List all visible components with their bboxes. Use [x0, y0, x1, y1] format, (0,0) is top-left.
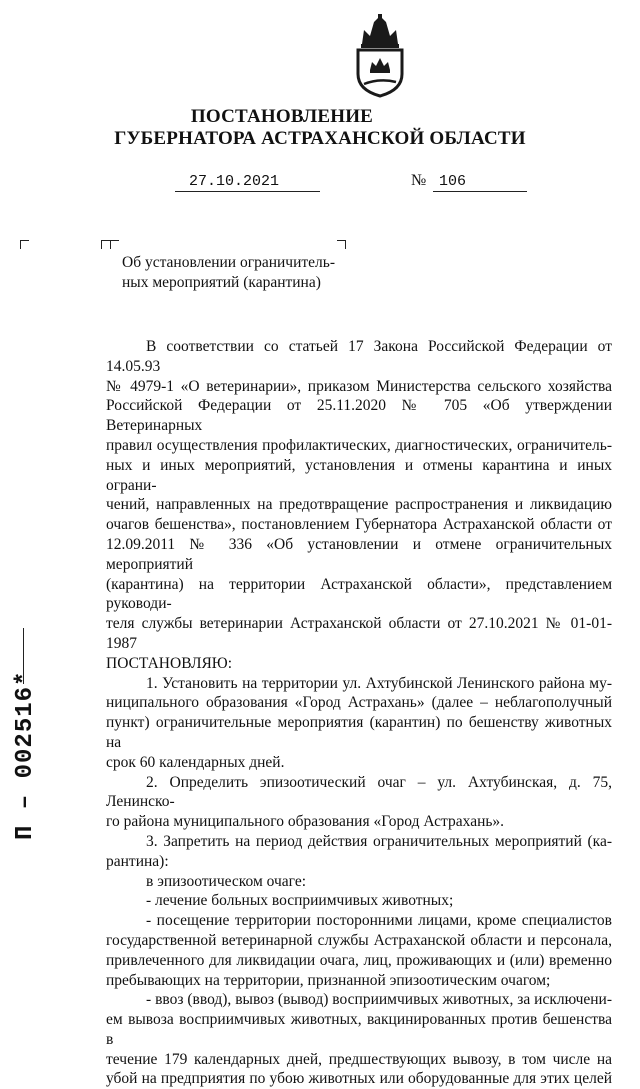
body-line: ниципального образования «Город Астрахань» (далее – неблагополучный [106, 694, 612, 712]
document-date: 27.10.2021 [175, 173, 320, 192]
body-line: рантина): [106, 852, 169, 870]
subject-line: ных мероприятий (карантина) [122, 274, 321, 291]
body-line: 2. Определить эпизоотический очаг – ул. Ахтубинская, д. 75, Ленинско- [106, 773, 612, 811]
coat-of-arms-icon [352, 14, 408, 98]
body-line: государственной ветеринарной службы Астраханской области и персонала, [106, 931, 612, 949]
body-line: В соответствии со статьей 17 Закона Российской Федерации от 14.05.93 [106, 338, 612, 375]
body-line: (карантина) на территории Астраханской области», представлением руководи- [106, 575, 612, 613]
body-line: ПОСТАНОВЛЯЮ: [106, 654, 233, 672]
subject-corner-mark-left [101, 240, 110, 249]
body-line: пункт) ограничительные мероприятия (карантин) по бешенству животных на [106, 714, 612, 751]
body-line: срок 60 календарных дней. [106, 753, 285, 771]
subject-corner-mark-left-inner [110, 240, 119, 249]
body-line: пребывающих на территории, признанной эпизоотическим очагом; [106, 971, 551, 989]
body-line: ем вывоза восприимчивых животных, вакцинированных против бешенства в [106, 1011, 612, 1048]
body-line: № 4979-1 «О ветеринарии», приказом Министерства сельского хозяйства [106, 377, 612, 395]
body-line: Российской Федерации от 25.11.2020 № 705 «Об утверждении Ветеринарных [106, 397, 612, 435]
body-line: го района муниципального образования «Город Астрахань». [106, 813, 505, 831]
subject-corner-mark-right [337, 240, 346, 249]
document-number: 106 [433, 173, 527, 192]
body-line: - лечение больных восприимчивых животных; [146, 892, 454, 910]
body-line: в эпизоотическом очаге: [146, 872, 307, 890]
document-issuer: ГУБЕРНАТОРА АСТРАХАНСКОЙ ОБЛАСТИ [114, 128, 526, 149]
registration-stamp: П – 002516* [12, 670, 39, 840]
body-line: чений, направленных на предотвращение распространения и ликвидацию [106, 496, 612, 514]
body-line: правил осуществления профилактических, диагностических, ограничитель- [106, 436, 612, 454]
number-label: № [411, 172, 427, 189]
document-title: ПОСТАНОВЛЕНИЕ [190, 106, 374, 127]
body-line: 3. Запретить на период действия ограничительных мероприятий (ка- [146, 832, 612, 850]
body-line: 1. Установить на территории ул. Ахтубинской Ленинского района му- [146, 674, 612, 692]
body-line: привлеченного для ликвидации очага, лиц, проживающих и (или) временно [106, 951, 612, 969]
body-line: течение 179 календарных дней, предшествующих вывозу, в том числе на [106, 1050, 612, 1068]
margin-corner-mark [20, 240, 29, 249]
body-line: очагов бешенства», постановлением Губернатора Астраханской области от [106, 516, 612, 534]
body-line: - посещение территории посторонними лицами, кроме специалистов [146, 912, 612, 930]
body-line: ных и иных мероприятий, установления и отмены карантина и иных ограни- [106, 456, 612, 494]
body-line: - ввоз (ввод), вывоз (вывод) восприимчивых животных, за исключени- [146, 991, 612, 1009]
subject-line: Об установлении ограничитель- [122, 254, 335, 271]
document-body [106, 337, 612, 1089]
document-subject [122, 253, 335, 293]
body-line: 12.09.2011 № 336 «Об установлении и отмене ограничительных мероприятий [106, 535, 612, 573]
body-line: убой на предприятия по убою животных или оборудованные для этих целей [106, 1070, 612, 1088]
body-line: теля службы ветеринарии Астраханской области от 27.10.2021 № 01-01-1987 [106, 615, 612, 652]
